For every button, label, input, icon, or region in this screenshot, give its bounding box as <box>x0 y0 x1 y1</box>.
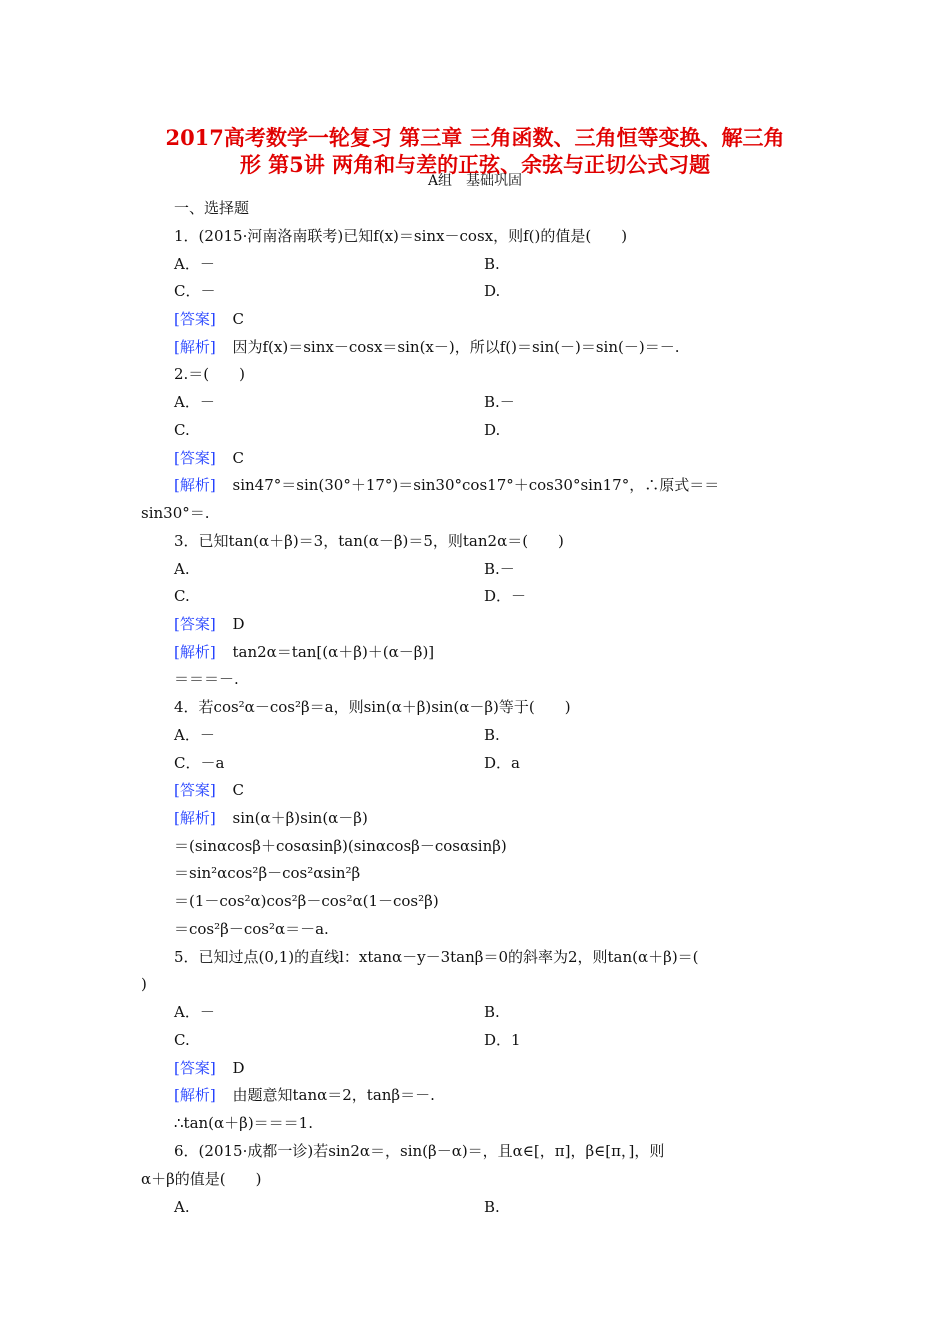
q4-step-1: ＝(sinαcosβ＋cosαsinβ)(sinαcosβ－cosαsinβ) <box>174 837 507 855</box>
q1-stem: 1．(2015·河南洛南联考)已知f(x)＝sinx－cosx，则f()的值是( ) <box>174 227 628 245</box>
q3-analysis-continued: ＝＝＝－. <box>174 670 239 688</box>
q4-step-2: ＝sin²αcos²β－cos²αsin²β <box>174 864 361 882</box>
answer-tag: [答案] <box>174 449 216 467</box>
q1-option-b: B. <box>484 255 500 273</box>
q2-analysis-row <box>174 475 719 495</box>
q3-stem: 3．已知tan(α＋β)＝3，tan(α－β)＝5，则tan2α＝( ) <box>174 532 564 550</box>
answer-tag: [答案] <box>174 615 216 633</box>
q6-option-a: A. <box>174 1198 190 1216</box>
q4-analysis-row <box>174 808 368 828</box>
q4-answer-row <box>174 780 244 800</box>
q3-answer: D <box>232 615 245 633</box>
analysis-tag: [解析] <box>174 643 216 661</box>
q5-option-b: B. <box>484 1003 500 1021</box>
q5-analysis-row <box>174 1085 435 1105</box>
q1-answer-row <box>174 309 244 329</box>
q5-answer: D <box>232 1059 245 1077</box>
q4-step-3: ＝(1－cos²α)cos²β－cos²α(1－cos²β) <box>174 892 439 910</box>
answer-tag: [答案] <box>174 1059 216 1077</box>
q4-option-c: C．－a <box>174 754 225 772</box>
analysis-tag: [解析] <box>174 1086 216 1104</box>
analysis-tag: [解析] <box>174 809 216 827</box>
q5-option-c: C. <box>174 1031 190 1049</box>
q6-option-b: B. <box>484 1198 500 1216</box>
q1-option-a: A．－ <box>174 255 215 273</box>
q4-answer: C <box>232 781 244 799</box>
q4-step-4: ＝cos²β－cos²α＝－a. <box>174 920 329 938</box>
q1-option-d: D. <box>484 282 501 300</box>
q5-option-d: D．1 <box>484 1031 521 1049</box>
q5-analysis: 由题意知tanα＝2，tanβ＝－. <box>232 1086 435 1104</box>
q3-answer-row <box>174 614 245 634</box>
q3-option-d: D．－ <box>484 587 527 605</box>
q3-option-a: A. <box>174 560 190 578</box>
q2-answer: C <box>232 449 244 467</box>
section-heading: 一、选择题 <box>174 199 250 217</box>
q4-analysis: sin(α＋β)sin(α－β) <box>232 809 368 827</box>
analysis-tag: [解析] <box>174 476 216 494</box>
q3-analysis: tan2α＝tan[(α＋β)＋(α－β)] <box>232 643 435 661</box>
analysis-tag: [解析] <box>174 338 216 356</box>
q5-stem: 5．已知过点(0,1)的直线l：xtanα－y－3tanβ＝0的斜率为2，则tan(α＋β)＝( <box>174 948 699 966</box>
q6-stem: 6．(2015·成都一诊)若sin2α＝，sin(β－α)＝，且α∈[，π]，β∈[π，]，则 <box>174 1142 665 1160</box>
q2-analysis-continued: sin30°＝. <box>141 504 210 522</box>
answer-tag: [答案] <box>174 310 216 328</box>
answer-tag: [答案] <box>174 781 216 799</box>
q2-option-d: D. <box>484 421 501 439</box>
q6-stem-continued: α＋β的值是( ) <box>141 1170 262 1188</box>
q5-stem-continued: ) <box>141 975 147 993</box>
q1-answer: C <box>232 310 244 328</box>
q4-option-a: A．－ <box>174 726 215 744</box>
q4-option-b: B. <box>484 726 500 744</box>
q2-option-a: A．－ <box>174 393 215 411</box>
q5-answer-row <box>174 1058 245 1078</box>
q2-analysis: sin47°＝sin(30°＋17°)＝sin30°cos17°＋cos30°sin17°，∴原式＝＝ <box>232 476 720 494</box>
document-title-line-2: 形 第5讲 两角和与差的正弦、余弦与正切公式习题 <box>239 152 711 177</box>
document-title-line-1: 2017高考数学一轮复习 第三章 三角函数、三角恒等变换、解三角 <box>165 125 785 150</box>
q1-analysis-row <box>174 337 679 357</box>
q4-option-d: D．a <box>484 754 520 772</box>
q3-analysis-row <box>174 642 434 662</box>
group-subtitle: A组 基础巩固 <box>427 173 523 189</box>
q2-option-b: B.－ <box>484 393 515 411</box>
q2-answer-row <box>174 448 244 468</box>
q1-analysis: 因为f(x)＝sinx－cosx＝sin(x－)，所以f()＝sin(－)＝sin(－)＝－. <box>232 338 680 356</box>
q4-stem: 4．若cos²α－cos²β＝a，则sin(α＋β)sin(α－β)等于( ) <box>174 698 571 716</box>
q2-stem: 2.＝( ) <box>174 365 246 383</box>
q5-option-a: A．－ <box>174 1003 215 1021</box>
q2-option-c: C. <box>174 421 190 439</box>
q3-option-c: C. <box>174 587 190 605</box>
q5-analysis-continued: ∴tan(α＋β)＝＝＝1. <box>174 1114 313 1132</box>
q3-option-b: B.－ <box>484 560 515 578</box>
q1-option-c: C．－ <box>174 282 216 300</box>
